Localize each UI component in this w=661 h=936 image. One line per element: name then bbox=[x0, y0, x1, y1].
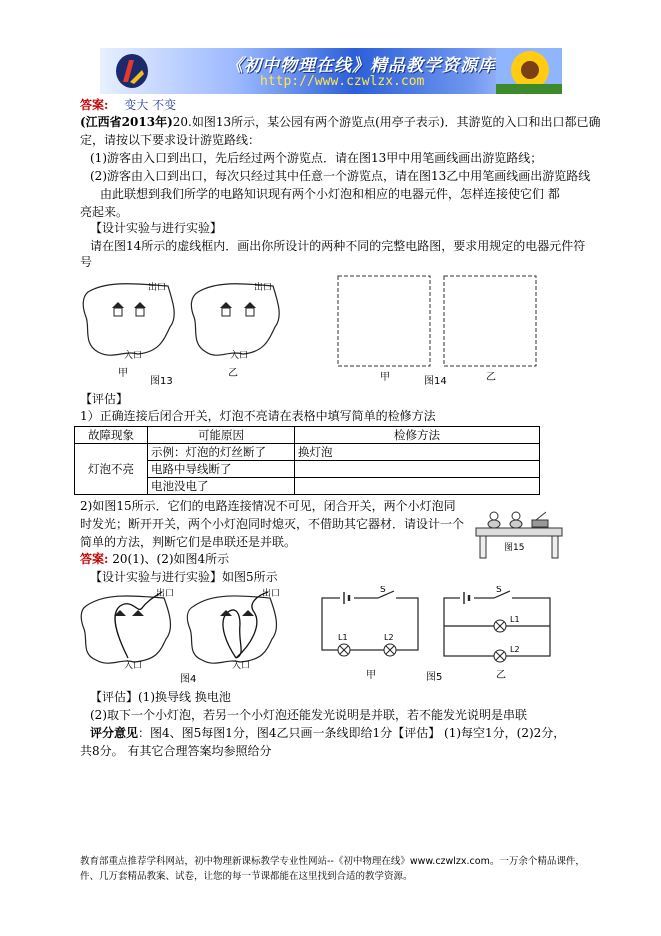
eval-heading: 【评估】 bbox=[80, 392, 129, 406]
question-source: (江西省2013年) bbox=[80, 115, 173, 129]
svg-text:出口: 出口 bbox=[262, 589, 281, 599]
table-row bbox=[75, 444, 540, 461]
figure-5 bbox=[314, 586, 564, 686]
bulb-icon bbox=[488, 512, 500, 528]
fig13-entry-label: 入口 bbox=[124, 351, 143, 361]
svg-text:L1: L1 bbox=[510, 615, 520, 624]
table-cell bbox=[295, 461, 540, 478]
question-line-6: 亮起来。 bbox=[80, 205, 129, 219]
table-cell: 电池没电了 bbox=[148, 478, 295, 495]
svg-text:入口: 入口 bbox=[232, 661, 251, 671]
answer-value: 变大 不变 bbox=[124, 98, 177, 112]
header-banner bbox=[100, 48, 562, 94]
svg-text:入口: 入口 bbox=[230, 351, 249, 361]
figure-4 bbox=[76, 584, 288, 686]
question-line-5: 由此联想到我们所学的电路知识现有两个小灯泡和相应的电器元件，怎样连接使它们 都 bbox=[100, 187, 560, 201]
question-line bbox=[80, 114, 601, 130]
fig14-jia: 甲 bbox=[380, 372, 390, 383]
design-text-2: 号 bbox=[80, 255, 93, 269]
fig15-caption: 图15 bbox=[504, 543, 525, 553]
sunflower-icon bbox=[496, 48, 562, 94]
banner-title: 《初中物理在线》精品教学资源库 bbox=[226, 56, 496, 76]
question-item-1: (1)游客由入口到出口，先后经过两个游览点．请在图13甲中用笔画线画出游览路线； bbox=[90, 151, 543, 165]
figure-15 bbox=[466, 500, 566, 560]
pavilion-icon bbox=[112, 302, 124, 316]
fig4-entry-label: 入口 bbox=[124, 661, 143, 671]
question-line-2: 定，请按以下要求设计游览路线： bbox=[80, 133, 261, 147]
answer-eval-1: 【评估】(1)换导线 换电池 bbox=[90, 690, 231, 704]
fig4-caption: 图4 bbox=[180, 674, 197, 685]
score-line bbox=[90, 725, 565, 741]
answer-line-1 bbox=[80, 97, 176, 113]
lamp-icon bbox=[384, 644, 396, 656]
figure-13 bbox=[78, 272, 288, 390]
eval-q2-line-1: 2)如图15所示．它们的电路连接情况不可见，闭合开关，两个小灯泡同 bbox=[80, 499, 456, 513]
answer-eval-2: (2)取下一个小灯泡，若另一个小灯泡还能发光说明是并联，若不能发光说明是串联 bbox=[90, 708, 528, 722]
table-header: 故障现象 bbox=[75, 427, 148, 444]
answer-design: 【设计实验与进行实验】如图5所示 bbox=[90, 570, 278, 584]
svg-text:出口: 出口 bbox=[254, 283, 273, 293]
footer-line-1: 教育部重点推荐学科网站，初中物理新课标教学专业性网站--《初中物理在线》www.czwlzx.com。一万余个精品课件， bbox=[80, 856, 585, 867]
switch-icon bbox=[532, 512, 548, 527]
question-text: 20.如图13所示，某公园有两个游览点(用亭子表示)．其游览的入口和出口都已确 bbox=[172, 115, 601, 129]
fig4-exit-label: 出口 bbox=[156, 589, 175, 599]
fault-table bbox=[74, 426, 540, 495]
fig13-jia: 甲 bbox=[118, 368, 128, 379]
figure-14 bbox=[330, 272, 550, 390]
fig5-caption: 图5 bbox=[426, 672, 443, 683]
lamp-icon bbox=[494, 650, 506, 662]
table-cell: 换灯泡 bbox=[295, 444, 540, 461]
table-header: 检修方法 bbox=[295, 427, 540, 444]
fig14-caption: 图14 bbox=[424, 376, 447, 387]
eval-q2-line-2: 时发光；断开开关，两个小灯泡同时熄灭，不借助其它器材．请设计一个 bbox=[80, 517, 465, 531]
table-cell: 示例：灯泡的灯丝断了 bbox=[148, 444, 295, 461]
lamp-icon bbox=[338, 644, 350, 656]
fig5-l1-label: L1 bbox=[338, 633, 348, 642]
score-line-2: 共8分。 有其它合理答案均参照给分 bbox=[80, 744, 272, 758]
eval-q1: 1）正确连接后闭合开关，灯泡不亮请在表格中填写简单的检修方法 bbox=[80, 409, 436, 423]
eval-q2-line-3: 简单的方法，判断它们是串联还是并联。 bbox=[80, 535, 297, 549]
answer-label: 答案: bbox=[80, 552, 109, 566]
table-cell: 电路中导线断了 bbox=[148, 461, 295, 478]
question-item-2: (2)游客由入口到出口，每次只经过其中任意一个游览点，请在图13乙中用笔画线画出游览路线 bbox=[90, 169, 591, 183]
fig13-caption: 图13 bbox=[150, 376, 173, 387]
design-heading: 【设计实验与进行实验】 bbox=[90, 221, 223, 235]
score-text: ：图4、图5每图1分，图4乙只画一条线即给1分【评估】 (1)每空1分，(2)2分， bbox=[138, 726, 566, 740]
score-label: 评分意见 bbox=[90, 726, 139, 740]
banner-url[interactable]: http://www.czwlzx.com bbox=[260, 74, 425, 89]
logo-icon bbox=[114, 52, 150, 90]
fig5-l2-label: L2 bbox=[384, 633, 394, 642]
table-cell bbox=[295, 478, 540, 495]
answer-text: 20(1)、(2)如图4所示 bbox=[112, 552, 230, 566]
fig14-yi: 乙 bbox=[486, 372, 496, 383]
footer-line-2: 件、几万套精品教案、试卷，让您的每一节课都能在这里找到合适的教学资源。 bbox=[80, 871, 413, 882]
table-cell-symptom: 灯泡不亮 bbox=[75, 444, 148, 495]
fig13-yi: 乙 bbox=[228, 368, 238, 379]
table-header-row bbox=[75, 427, 540, 444]
fig13-exit-label: 出口 bbox=[148, 283, 167, 293]
svg-text:L2: L2 bbox=[510, 645, 520, 654]
table-header: 可能原因 bbox=[148, 427, 295, 444]
fig5-s-label: S bbox=[380, 586, 386, 595]
fig5-yi: 乙 bbox=[496, 670, 506, 681]
bulb-icon bbox=[510, 512, 522, 528]
answer-label: 答案: bbox=[80, 98, 109, 112]
answer-line-2 bbox=[80, 551, 229, 567]
lamp-icon bbox=[494, 620, 506, 632]
fig5-jia: 甲 bbox=[366, 670, 376, 681]
svg-text:S: S bbox=[496, 586, 502, 595]
design-text-1: 请在图14所示的虚线框内．画出你所设计的两种不同的完整电路图，要求用规定的电器元件符 bbox=[90, 239, 586, 253]
